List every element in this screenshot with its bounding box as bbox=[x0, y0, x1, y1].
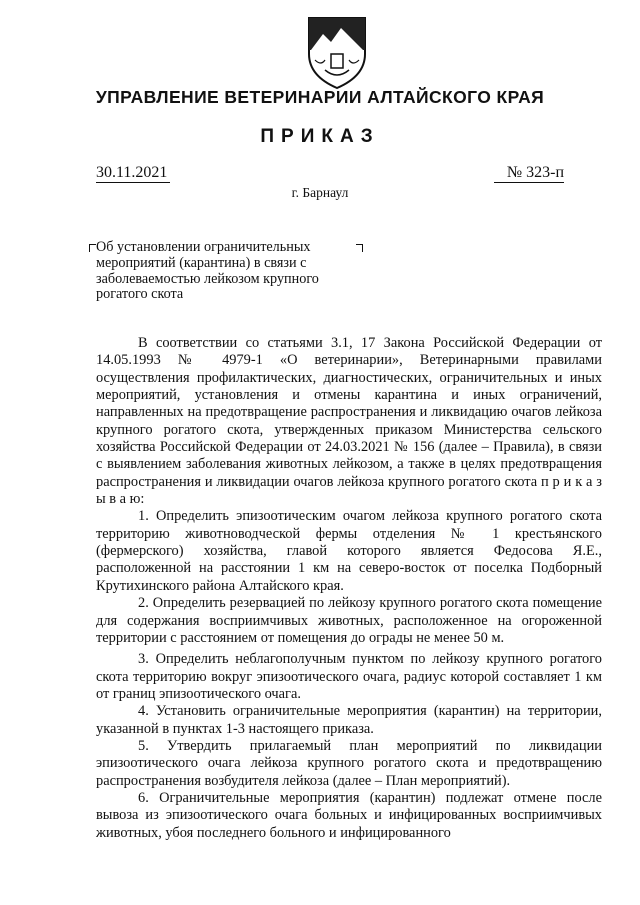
body-paragraph: 2. Определить резервацией по лейкозу крупного рогатого скота помещение для содержания восприимчивых животных, расположенное на огороженной территории с расстоянием от помещения до ограды не менее 50 м. bbox=[96, 595, 602, 646]
body-paragraph: 3. Определить неблагополучным пунктом по лейкозу крупного рогатого скота территорию вокруг эпизоотического очага, радиус которой составляет 1 км от границ эпизоотического очага. bbox=[96, 651, 602, 702]
body-paragraph: 5. Утвердить прилагаемый план мероприятий по ликвидации эпизоотического очага лейкоза крупного рогатого скота и предотвращению распространения возбудителя лейкоза (далее – План мероприятий). bbox=[96, 737, 602, 789]
document-subject: Об установлении ограничительных мероприятий (карантина) в связи с заболеваемостью лейкозом крупного рогатого скота bbox=[96, 239, 319, 303]
document-body bbox=[96, 335, 602, 842]
altai-krai-coat-of-arms-icon bbox=[301, 10, 373, 90]
document-type: ПРИКАЗ bbox=[260, 126, 380, 147]
document-number: № 323-п bbox=[494, 164, 564, 183]
document-city: г. Барнаул bbox=[291, 185, 349, 200]
body-paragraph: В соответствии со статьями 3.1, 17 Закона Российской Федерации от 14.05.1993 № 4979-1 «О ветеринарии», Ветеринарными правилами осуществления профилактических, диагностических, ограничительных и иных мероприятий, установления и отмены карантина и иных ограничений, направленных на предотвращение распространения и ликвидацию очагов лейкоза крупного рогатого скота, утвержденных приказом Министерства сельского хозяйства Российской Федерации от 24.03.2021 № 156 (далее – Правила), в связи с выявлением заболевания животных лейкозом, а также в целях предотвращения распространения и ликвидации очагов лейкоза крупного рогатого скота п р и к а з ы в а ю: bbox=[96, 335, 602, 508]
organization-title: УПРАВЛЕНИЕ ВЕТЕРИНАРИИ АЛТАЙСКОГО КРАЯ bbox=[95, 87, 545, 107]
body-paragraph: 4. Установить ограничительные мероприятия (карантин) на территории, указанной в пунктах 1-3 настоящего приказа. bbox=[96, 703, 602, 737]
subject-bracket-left bbox=[89, 244, 96, 252]
document-date: 30.11.2021 bbox=[96, 164, 170, 183]
body-paragraph: 6. Ограничительные мероприятия (карантин) подлежат отмене после вывоза из эпизоотического очага больных и инфицированных восприимчивых животных, убоя последнего больного и инфицированного bbox=[96, 789, 602, 841]
body-paragraph: 1. Определить эпизоотическим очагом лейкоза крупного рогатого скота территорию животноводческой фермы отделения № 1 крестьянского (фермерского) хозяйства, главой которого является Федосова Я.Е., расположенной на расстоянии 1 км на северо-восток от поселка Подборный Крутихинского района Алтайского края. bbox=[96, 508, 602, 594]
